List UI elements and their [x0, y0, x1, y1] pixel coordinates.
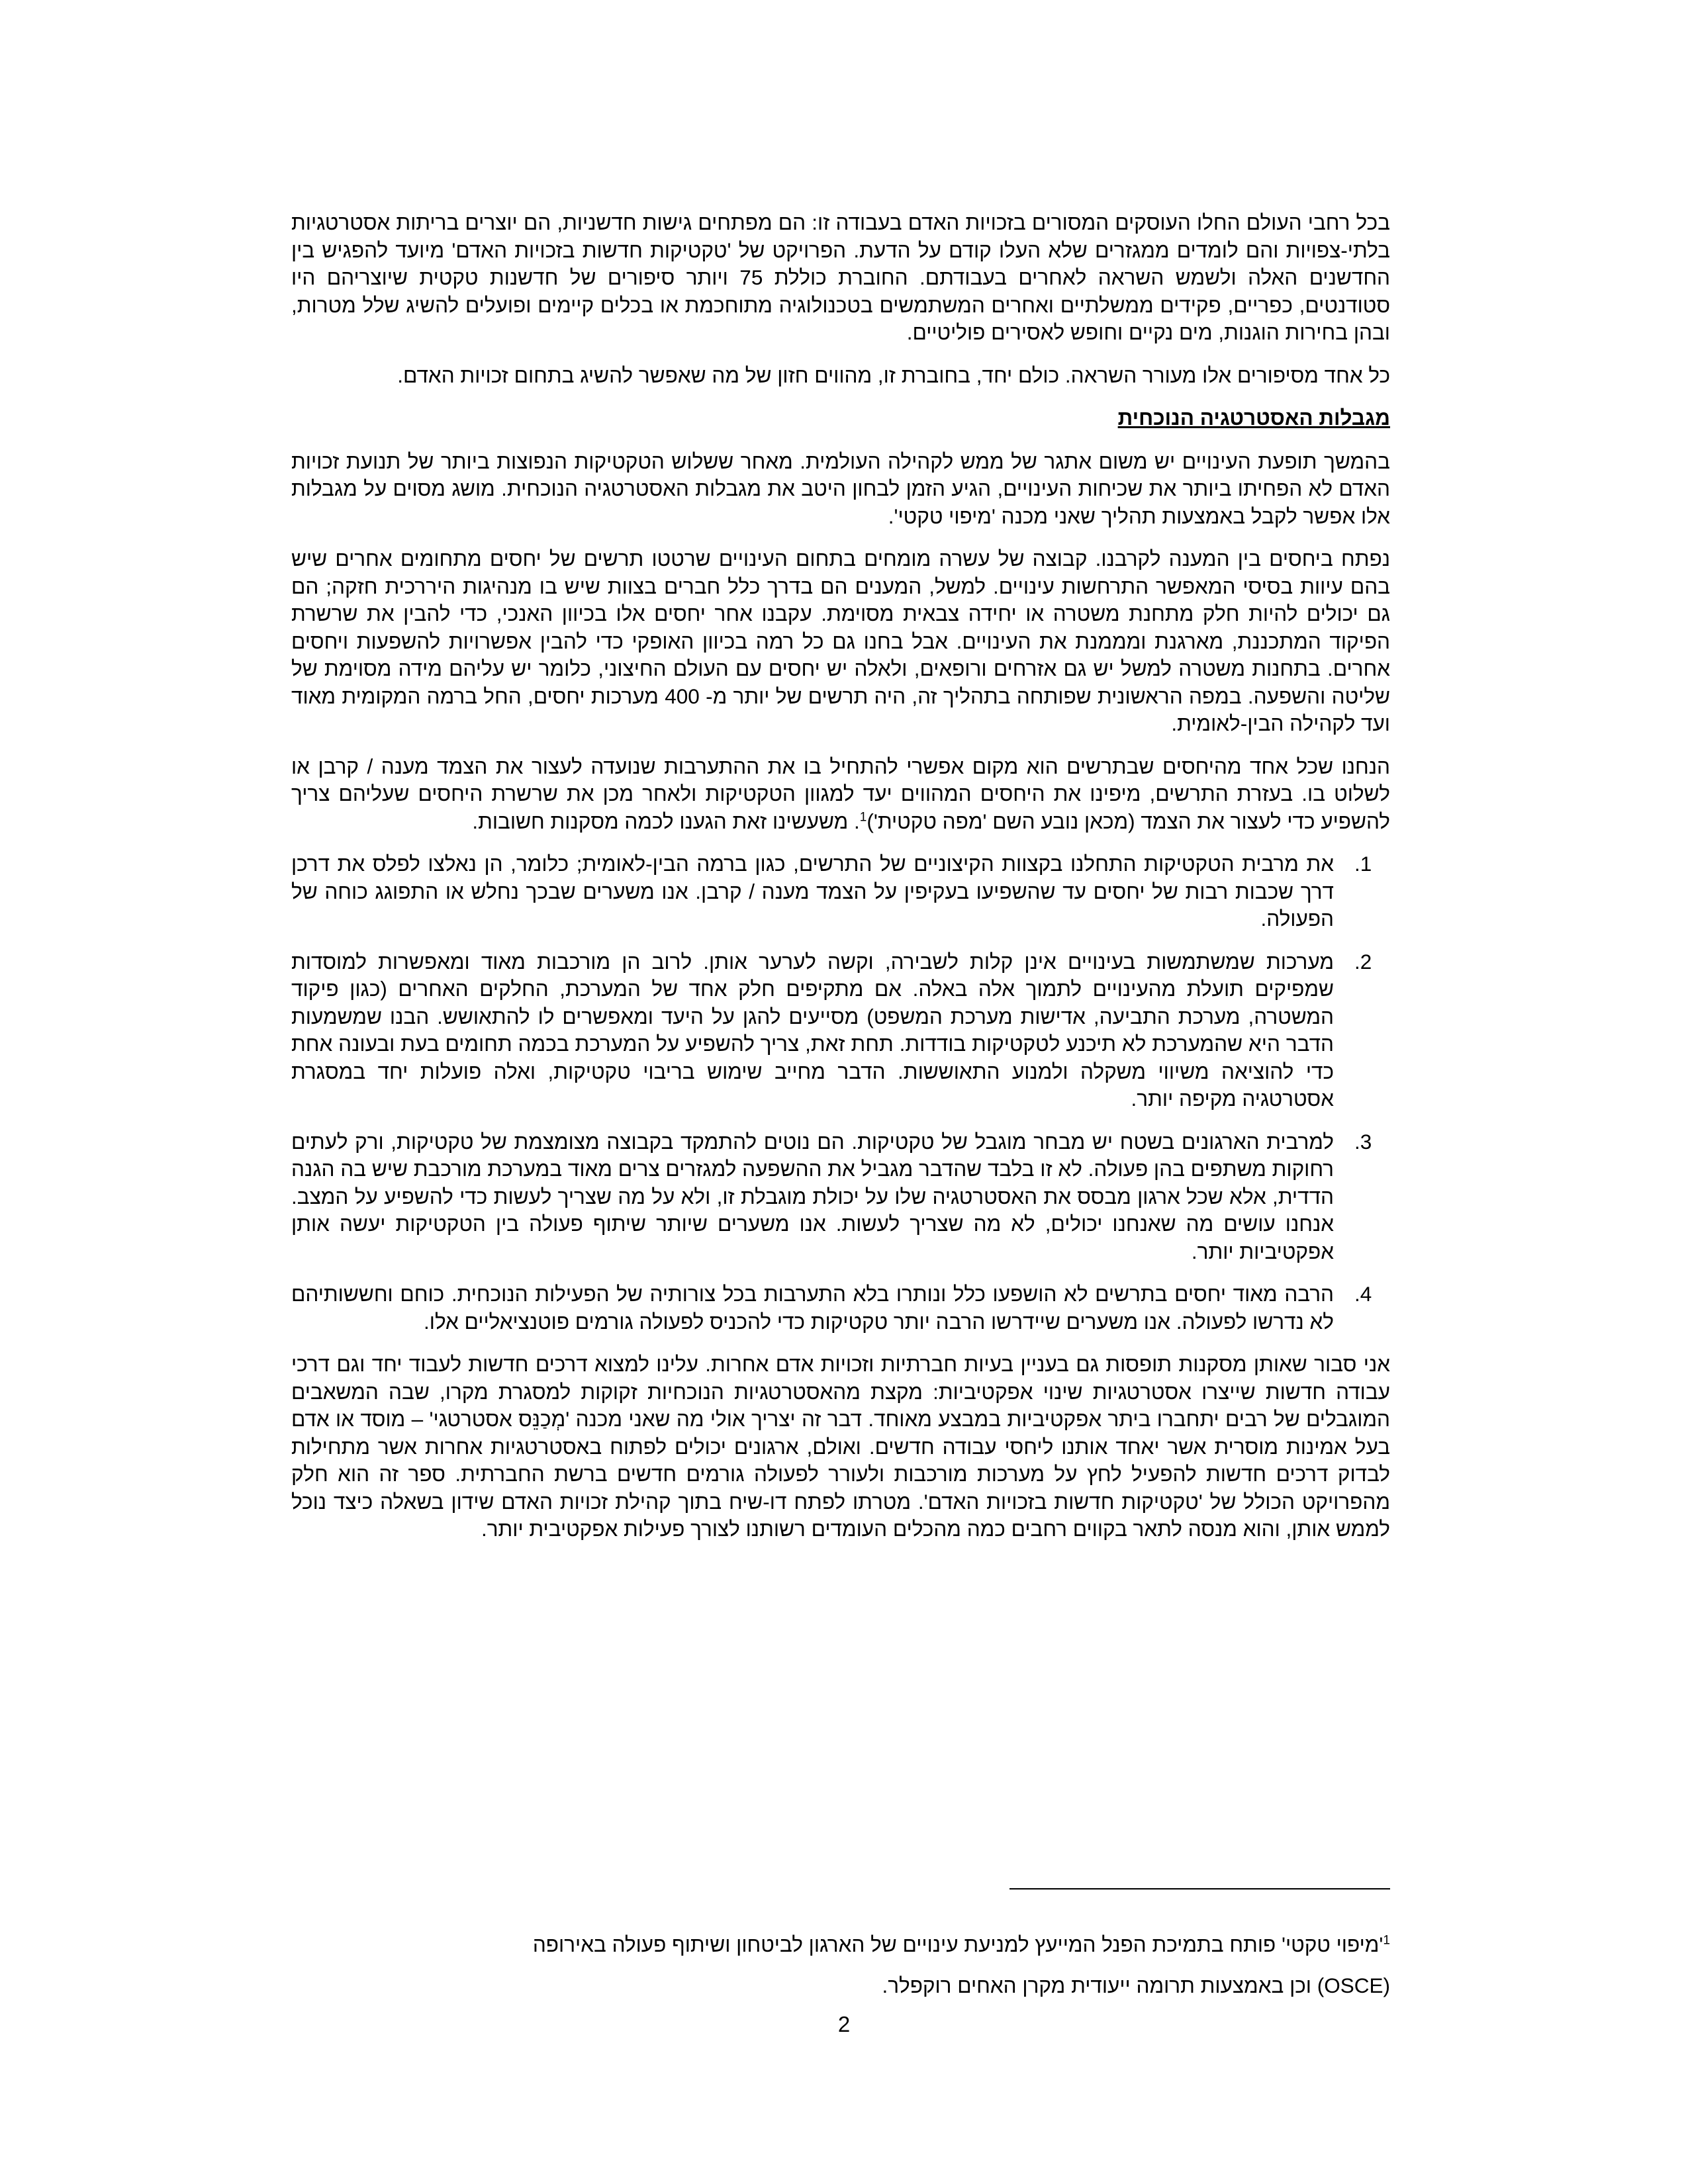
list-item-number: 4. — [1354, 1282, 1372, 1306]
footnote-text-2: (OSCE) וכן באמצעות תרומה ייעודית מקרן האחים רוקפלר. — [882, 1974, 1390, 1997]
conclusions-list — [291, 850, 1390, 1336]
section-heading: מגבלות האסטרטגיה הנוכחית — [1117, 406, 1390, 430]
list-item — [291, 948, 1390, 1113]
list-item-text: למרבית הארגונים בשטח יש מבחר מוגבל של טקטיקות. הם נוטים להתמקד בקבוצה מצומצמת של טקטיקות, ורק לעתים רחוקות משתפים בהן פעולה. לא זו בלבד שהדבר מגביל את ההשפעה למגזרים צרים מאוד במערכת מורכבת שיש בה הגנה הדדית, אלא שכל ארגון מבסס את האסטרטגיה שלו על יכולת מוגבלת זו, ולא על מה שצריך לעשות כדי להשפיע על המצב. אנחנו עושים מה שאנחנו יכולים, לא מה שצריך לעשות. אנו משערים שיותר שיתוף פעולה בין הטקטיקות יעשה אותן אפקטיביות יותר. — [291, 1129, 1334, 1263]
footnote-text-1: 'מיפוי טקטי' פותח בתמיכת הפנל המייעץ למניעת עינויים של הארגון לביטחון ושיתוף פעולה באירופה — [532, 1933, 1383, 1956]
paragraph-3-text: הנחנו שכל אחד מהיחסים שבתרשים הוא מקום אפשרי להתחיל בו את ההתערבות שנועדה לעצור את הצמד מענה / קרבן או לשלוט בו. בעזרת התרשים, מיפינו את היחסים המהווים יעד למגוון הטקטיקות ולאחר מכן את שרשרת היחסים שעליהם צריך להשפיע כדי לעצור את הצמד (מכאן נובע השם 'מפה טקטית') — [291, 754, 1390, 833]
footnote-line-1 — [291, 1931, 1390, 1959]
footnote-reference[interactable]: 1 — [859, 810, 867, 824]
footnote-marker: 1 — [1383, 1933, 1390, 1948]
intro-paragraph-2: כל אחד מסיפורים אלו מעורר השראה. כולם יחד, בחוברת זו, מהווים חזון של מה שאפשר להשיג בתחום זכויות האדם. — [397, 363, 1390, 387]
list-item — [291, 1128, 1390, 1266]
list-item — [291, 850, 1390, 933]
section-paragraph-3 — [291, 753, 1390, 836]
list-item-number: 1. — [1354, 852, 1372, 876]
list-item-number: 2. — [1354, 949, 1372, 974]
intro-paragraph-1: בכל רחבי העולם החלו העוסקים המסורים בזכויות האדם בעבודה זו: הם מפתחים גישות חדשניות, הם יוצרים בריתות אסטרטגיות בלתי-צפויות והם לומדים ממגזרים שלא העלו קודם על הדעת. הפרויקט של 'טקטיקות חדשות בזכויות האדם' מיועד להפגיש בין החדשנים האלה ולשמש השראה לאחרים בעבודתם. החוברת כוללת 75 ויותר סיפורים של חדשנות טקטית שיוצריהם היו סטודנטים, כפריים, פקידים ממשלתיים ואחרים המשתמשים בטכנולוגיה מתוחכמת או בכלים קיימים ופועלים להשיג שלל מטרות, ובהן בחירות הוגנות, מים נקיים וחופש לאסירים פוליטיים. — [291, 210, 1391, 344]
document-body — [291, 209, 1390, 1559]
section-paragraph-4: אני סבור שאותן מסקנות תופסות גם בעניין בעיות חברתיות וזכויות אדם אחרות. עלינו למצוא דרכים חדשות לעבוד יחד וגם דרכי עבודה חדשות שייצרו אסטרטגיות שינוי אפקטיביות: מקצת מהאסטרטגיות הנוכחיות זקוקות למסגרת מקרו, שבה המשאבים המוגבלים של רבים יתחברו ביתר אפקטיביות במבצע מאוחד. דבר זה יצריך אולי מה שאני מכנה 'מְכַנֵּס אסטרטגי' – מוסד או אדם בעל אמינות מוסרית אשר יאחד אותנו ליחסי עבודה חדשים. ואולם, ארגונים יכולים לפתוח באסטרטגיות אחרות אשר מתחילות לבדוק דרכים חדשות להפעיל לחץ על מערכות מורכבות ולעורר לפעולה גורמים חדשים ברשת החברתית. ספר זה הוא חלק מהפרויקט הכולל של 'טקטיקות חדשות בזכויות האדם'. מטרתו לפתח דו-שיח בתוך קהילת זכויות האדם שידון בשאלה כיצד נוכל לממש אותן, והוא מנסה לתאר בקווים רחבים כמה מהכלים העומדים רשותנו לצורך פעילות אפקטיבית יותר. — [291, 1352, 1390, 1541]
footnote-separator — [1009, 1888, 1390, 1889]
page-number: 2 — [837, 2012, 851, 2036]
section-paragraph-1: בהמשך תופעת העינויים יש משום אתגר של ממש לקהילה העולמית. מאחר ששלוש הטקטיקות הנפוצות ביותר של תנועת זכויות האדם לא הפחיתו ביותר את שכיחות העינויים, הגיע הזמן לבחון היטב את מגבלות האסטרטגיה הנוכחית. מושג מסוים על מגבלות אלו אפשר לקבל באמצעות תהליך שאני מכנה 'מיפוי טקטי'. — [291, 449, 1390, 528]
footnote-line-2 — [291, 1972, 1390, 2000]
list-item — [291, 1281, 1390, 1336]
paragraph-3-text-end: . משעשינו זאת הגענו לכמה מסקנות חשובות. — [472, 809, 860, 833]
section-paragraph-2: נפתח ביחסים בין המענה לקרבנו. קבוצה של עשרה מומחים בתחום העינויים שרטטו תרשים של יחסים מתחומים אחרים שיש בהם עיוות בסיסי המאפשר התרחשות עינויים. למשל, המענים הם בדרך כלל חברים בצוות שיש בו מנהיגות היררכית חזקה; הם גם יכולים להיות חלק מתחנת משטרה או יחידה צבאית מסוימת. עקבנו אחר יחסים אלו בכיוון האנכי, כדי להבין את שרשרת הפיקוד המתכננת, מארגנת ומממנת את העינויים. אבל בחנו גם כל רמה בכיוון האופקי כדי להבין אפשרויות להשפעות ויחסים אחרים. בתחנות משטרה למשל יש גם אזרחים ורופאים, ולאלה יש יחסים עם העולם החיצוני, כלומר יש עליהם מידה מסוימת של שליטה והשפעה. במפה הראשונית שפותחה בתהליך זה, היה תרשים של יותר מ- 400 מערכות יחסים, החל ברמה המקומית מאוד ועד לקהילה הבין-לאומית. — [291, 547, 1390, 735]
list-item-number: 3. — [1354, 1129, 1372, 1154]
list-item-text: מערכות שמשתמשות בעינויים אינן קלות לשבירה, וקשה לערער אותן. לרוב הן מורכבות מאוד ומאפשרות למוסדות שמפיקים תועלת מהעינויים לתמוך אלה באלה. אם מתקיפים חלק אחד של המערכת, החלקים האחרים (כגון פיקוד המשטרה, מערכת התביעה, אדישות מערכת המשפט) מסייעים להגן על היעד ומאפשרים לו להתאושש. הבנו שמשמעות הדבר היא שהמערכת לא תיכנע לטקטיקות בודדות. תחת זאת, צריך להשפיע על המערכת בכמה תחומים בעת ובעונה אחת כדי להוציאה משיווי משקלה ולמנוע התאוששות. הדבר מחייב שימוש בריבוי טקטיקות, ואלה פועלות יחד במסגרת אסטרטגיה מקיפה יותר. — [291, 949, 1334, 1111]
list-item-text: את מרבית הטקטיקות התחלנו בקצוות הקיצוניים של התרשים, כגון ברמה הבין-לאומית; כלומר, הן נאלצו לפלס את דרכן דרך שכבות רבות של יחסים עד שהשפיעו בעקיפין על הצמד מענה / קרבן. אנו משערים שבכך נחלש או התפוגג כוחה של הפעולה. — [291, 852, 1334, 931]
list-item-text: הרבה מאוד יחסים בתרשים לא הושפעו כלל ונותרו בלא התערבות בכל צורותיה של הפעילות הנוכחית. כוחם וחששותיהם לא נדרשו לפעולה. אנו משערים שיידרשו הרבה יותר טקטיקות כדי להכניס לפעולה גורמים פוטנציאליים אלו. — [291, 1282, 1334, 1334]
